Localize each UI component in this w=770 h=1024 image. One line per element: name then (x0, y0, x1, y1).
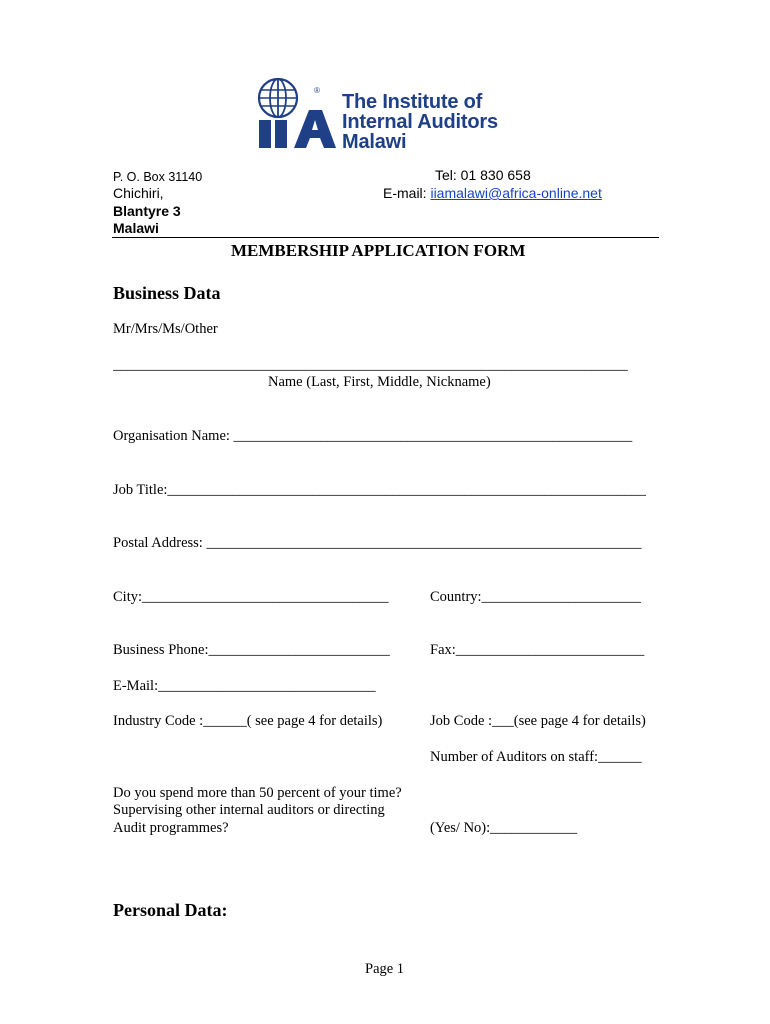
yes-no-field[interactable]: (Yes/ No):____________ (430, 820, 578, 836)
job-title-field[interactable]: Job Title:__________________________________________________________________ (113, 482, 646, 498)
name-field[interactable]: _______________________________________________________________________ (113, 357, 628, 373)
supervision-question-line-1: Do you spend more than 50 percent of your time? (113, 785, 402, 801)
email-field[interactable]: E-Mail:______________________________ (113, 678, 376, 694)
number-of-auditors-field[interactable]: Number of Auditors on staff:______ (430, 749, 642, 765)
industry-code-field[interactable]: Industry Code :______( see page 4 for details) (113, 713, 383, 729)
header-divider (112, 237, 659, 238)
personal-data-heading: Personal Data: (113, 900, 228, 920)
email-line (383, 185, 602, 201)
salutation-label: Mr/Mrs/Ms/Other (113, 321, 218, 337)
name-caption: Name (Last, First, Middle, Nickname) (268, 374, 491, 390)
supervision-question-line-2: Supervising other internal auditors or directing (113, 802, 385, 818)
email-label: E-mail: (383, 185, 431, 201)
postal-address-field[interactable]: Postal Address: ____________________________________________________________ (113, 535, 642, 551)
address-region: Blantyre 3 (113, 203, 181, 219)
logo-line-3: Malawi (342, 131, 407, 153)
page-number: Page 1 (365, 961, 405, 977)
form-title: MEMBERSHIP APPLICATION FORM (231, 241, 526, 260)
address-city: Chichiri, (113, 185, 164, 201)
address-country: Malawi (113, 220, 159, 236)
job-code-field[interactable]: Job Code :___(see page 4 for details) (430, 713, 646, 729)
city-field[interactable]: City:__________________________________ (113, 589, 389, 605)
country-field[interactable]: Country:______________________ (430, 589, 642, 605)
organisation-name-field[interactable]: Organisation Name: _______________________________________________________ (113, 428, 633, 444)
business-data-heading: Business Data (113, 283, 221, 303)
telephone: Tel: 01 830 658 (435, 167, 531, 183)
logo-line-2: Internal Auditors (342, 111, 498, 133)
email-link[interactable]: iiamalawi@africa-online.net (430, 185, 602, 201)
iia-logo (254, 72, 524, 154)
globe-logo-icon (254, 74, 338, 152)
fax-field[interactable]: Fax:__________________________ (430, 642, 645, 658)
registered-mark: ® (314, 86, 320, 95)
supervision-question-line-3: Audit programmes? (113, 820, 229, 836)
po-box: P. O. Box 31140 (113, 170, 203, 184)
business-phone-field[interactable]: Business Phone:_________________________ (113, 642, 390, 658)
logo-line-1: The Institute of (342, 91, 483, 113)
